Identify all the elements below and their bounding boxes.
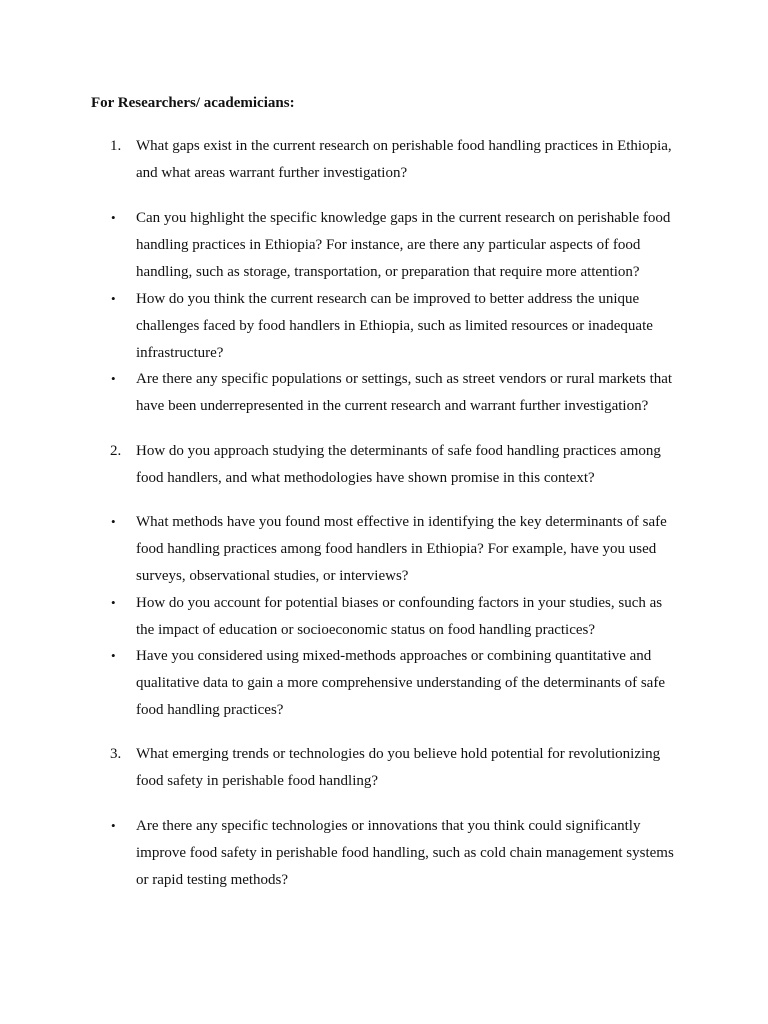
bullet-marker: •: [111, 648, 116, 663]
numbered-question-1: [110, 133, 681, 187]
bullet-text: Can you highlight the specific knowledge gaps in the current research on perishable food handling practices in Ethiopia? For instance, are there any particular aspects of food handling, such as storage, transportation, or preparation that require more attention?: [136, 210, 671, 280]
bullet-marker: •: [111, 595, 116, 610]
question-text: How do you approach studying the determinants of safe food handling practices among food handlers, and what methodologies have shown promise in this context?: [136, 443, 661, 486]
bullet-text: What methods have you found most effective in identifying the key determinants of safe food handling practices among food handlers in Ethiopia? For example, have you used surveys, observational studies, or interviews?: [136, 514, 667, 584]
question-text: What emerging trends or technologies do you believe hold potential for revolutionizing food safety in perishable food handling?: [136, 746, 661, 789]
numbered-question-2: [110, 438, 681, 492]
bullet-text: How do you think the current research can be improved to better address the unique challenges faced by food handlers in Ethiopia, such as limited resources or inadequate infrastructure?: [136, 291, 653, 361]
section-heading: For Researchers/ academicians:: [91, 95, 295, 111]
bullet-item: [111, 205, 681, 285]
bullet-marker: •: [111, 371, 116, 386]
question-number: 2.: [110, 443, 122, 459]
bullet-item: [111, 590, 681, 644]
bullet-marker: •: [111, 514, 116, 529]
bullet-text: How do you account for potential biases or confounding factors in your studies, such as the impact of education or socioeconomic status on food handling practices?: [136, 595, 663, 638]
question-text: What gaps exist in the current research on perishable food handling practices in Ethiopia, and what areas warrant further investigation?: [136, 138, 672, 181]
bullet-item: [111, 286, 681, 366]
bullet-marker: •: [111, 818, 116, 833]
bullet-text: Have you considered using mixed-methods approaches or combining quantitative and qualitative data to gain a more comprehensive understanding of the determinants of safe food handling practices?: [136, 648, 665, 718]
bullet-text: Are there any specific populations or settings, such as street vendors or rural markets that have been underrepresented in the current research and warrant further investigation?: [136, 371, 673, 414]
bullet-marker: •: [111, 210, 116, 225]
bullet-item: [111, 643, 681, 723]
bullet-marker: •: [111, 291, 116, 306]
question-number: 1.: [110, 138, 122, 154]
bullet-text: Are there any specific technologies or innovations that you think could significantly improve food safety in perishable food handling, such as cold chain management systems or rapid testing methods?: [136, 818, 674, 888]
bullet-item: [111, 366, 681, 420]
numbered-question-3: [110, 741, 681, 795]
bullet-item: [111, 813, 681, 893]
question-number: 3.: [110, 746, 122, 762]
bullet-item: [111, 509, 681, 589]
